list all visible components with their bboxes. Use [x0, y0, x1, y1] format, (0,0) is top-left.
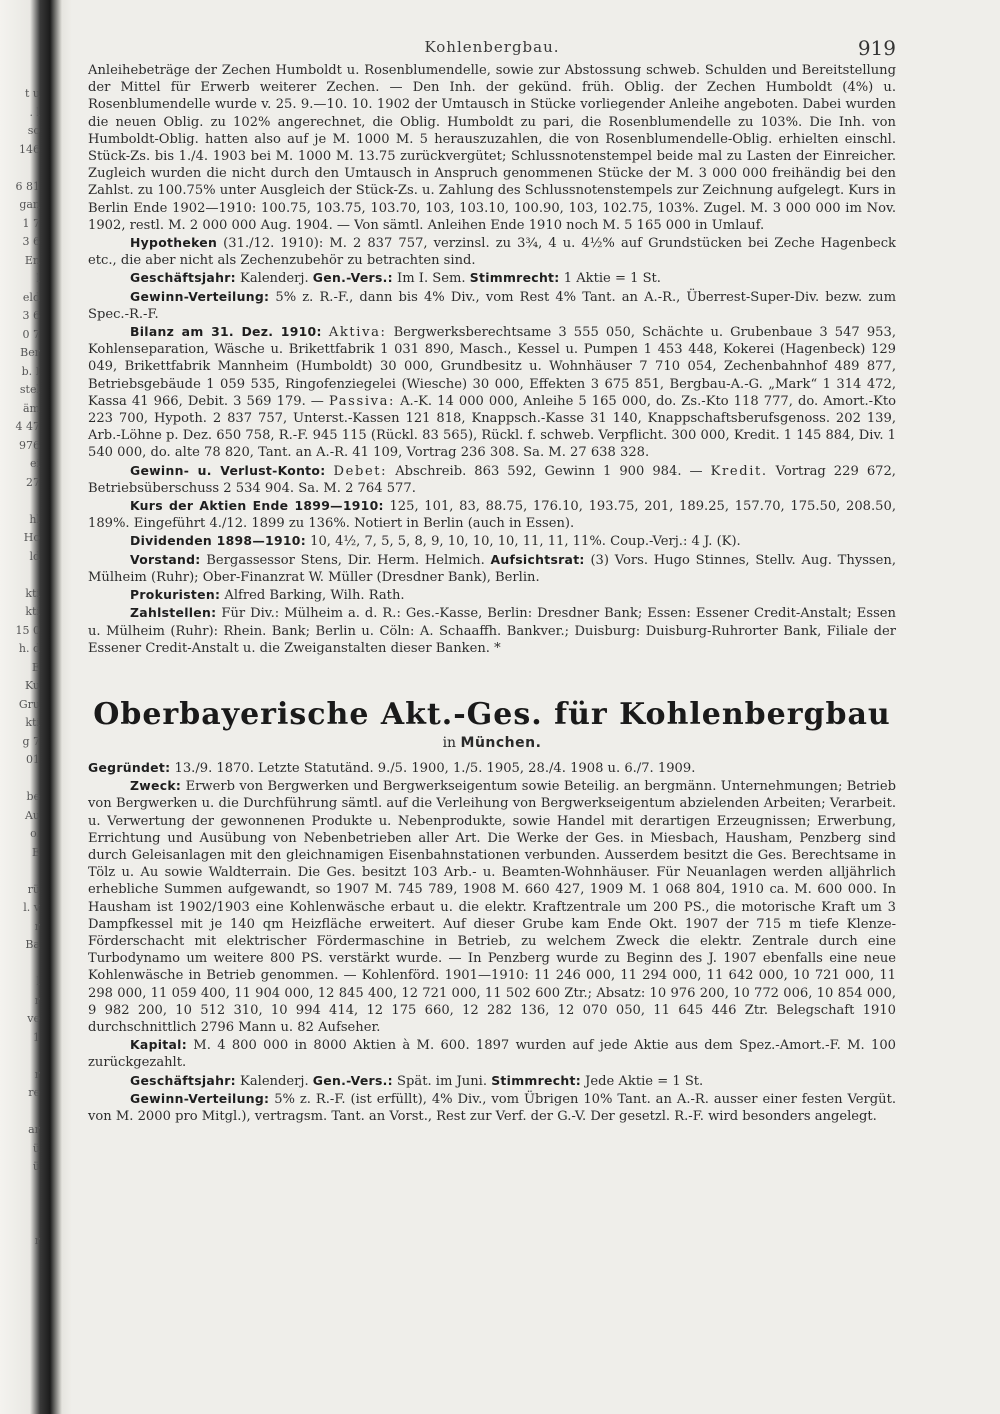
facing-page-fragment: . l: [29, 105, 40, 119]
gewinnverteilung-paragraph: Gewinn-Verteilung: 5% z. R.-F., dann bis 4% Div., vom Rest 4% Tant. an A.-R., Überrest-Super-Div. bezw. zum Spec.-R.-F.: [88, 288, 896, 322]
page-header: [88, 30, 896, 62]
prokuristen-label: Prokuristen:: [130, 587, 221, 603]
facing-page-fragment: ei: [29, 457, 40, 470]
facing-page-fragment: äm: [23, 401, 40, 415]
facing-page-fragment: [0, 1103, 40, 1122]
hypotheken-paragraph: Hypotheken (31./12. 1910): M. 2 837 757, verzinsl. zu 3¾, 4 u. 4½% auf Grundstücken bei Zeche Hagenbeck etc., die aber nicht als Zechenzubehör zu betrachten sind.: [88, 235, 896, 269]
facing-page-fragment: 27: [26, 475, 40, 489]
vorstand-label: Vorstand:: [130, 551, 201, 567]
facing-page-fragment: ü: [32, 1160, 40, 1173]
entry-oberbayerische: [88, 759, 896, 1125]
aktiva-label: Aktiva:: [328, 325, 387, 341]
facing-page-fragment: 3 6: [22, 309, 40, 322]
facing-page-fragment: l. v: [23, 901, 40, 914]
facing-page-fragment: Au: [24, 808, 40, 822]
facing-page-fragment: hl: [29, 512, 40, 526]
facing-page-fragment: [0, 1214, 40, 1233]
debet-label: Debet:: [333, 463, 388, 479]
kapital-label: Kapital:: [130, 1037, 187, 1053]
facing-page-fragment: 146: [19, 142, 40, 156]
facing-page-fragment: re: [28, 1086, 40, 1099]
entry-kohlenbergbau-continued: [88, 62, 896, 657]
hypotheken-label: Hypotheken: [130, 235, 218, 251]
geschaeftsjahr2-paragraph: Geschäftsjahr: Kalenderj. Gen.-Vers.: Spät. im Juni. Stimmrecht: Jede Aktie = 1 St.: [130, 1072, 704, 1089]
facing-page-fragment: kti: [25, 716, 40, 729]
geschaeftsjahr-label: Geschäftsjahr:: [130, 270, 236, 286]
facing-page-fragment: l: [36, 272, 40, 285]
page-number: 919: [857, 36, 896, 60]
facing-page-fragment: eld: [22, 290, 40, 304]
facing-page-fragment: 4 47: [15, 420, 40, 433]
zahlstellen-label: Zahlstellen:: [130, 605, 217, 621]
stimmrecht2-label: Stimmrecht:: [491, 1072, 581, 1088]
facing-page-fragment: kti: [25, 586, 40, 600]
kurs-label: Kurs der Aktien Ende 1899—1910:: [130, 498, 384, 514]
facing-page-fragment: [0, 862, 40, 881]
facing-page-fragment: 6 81: [15, 179, 40, 193]
facing-page-fragment: o.: [30, 827, 40, 840]
facing-page-fragment: r: [34, 993, 40, 1007]
facing-page-fragment: Ba: [25, 938, 40, 951]
facing-page-fragment: [0, 1047, 40, 1066]
zweck-paragraph: Zweck: Erwerb von Bergwerken und Bergwerkseigentum sowie Beteilig. an bergmänn. Unternehmungen; Betrieb von Bergwerken u. die Durchführung sämtl. auf die Verleihung von Bergwerkseigentum abzielenden Arbeiten; Verarbeit. u. Verwertung der gewonnenen Produkte u. Nebenprodukte, sowie Handel mit derartigen Erzeugnissen; Erwerbung, Errichtung und Ausübung von Nebenbetrieben aller Art. Die Werke der Ges. in Miesbach, Hausham, Penzberg sind durch Geleisanlagen mit den gleichnamigen Eisenbahnstationen verbunden. Ausserdem besitzt die Ges. Berechtsame in Tölz u. Au sowie Waldterrain. Die Ges. besitzt 103 Arb.- u. Beamten-Wohnhäuser. Für Neuanlagen werden alljährlich erhebliche Summen aufgewandt, so 1907 M. 745 789, 1908 M. 660 427, 1909 M. 1 068 804, 1910 ca. M. 600 000. In Hausham ist 1902/1903 eine Kohlenwäsche erbaut u. die elektr. Kraftzentrale um 200 PS., die motorische Kraft um 3 Dampfkessel mit je 140 qm Heizfläche erweitert. Auf dieser Grube kam Ende Okt. 1907 der 715 m tiefe Klenze-Förderschacht mit elektrischer Fördermaschine in Betrieb, zu welchem Zweck die elektr. Zentrale durch eine Turbodynamo um weitere 800 PS. verstärkt wurde. — In Penzberg wurde zu Beginn des J. 1907 ebenfalls eine neue Kohlenwäsche in Betrieb genommen. — Kohlenförd. 1901—1910: 11 246 000, 11 294 000, 11 642 000, 10 721 000, 11 298 000, 11 059 400, 11 904 000, 12 845 400, 12 721 000, 11 502 600 Ztr.; Absatz: 10 976 200, 10 772 006, 10 854 000, 9 982 200, 10 512 310, 10 994 414, 12 175 660, 12 282 136, 12 070 050, 11 645 446 Ztr. Belegschaft 1910 durchschnittlich 2796 Mann u. 82 Aufseher.: [88, 778, 896, 1035]
facing-page-fragment: [0, 566, 40, 585]
running-head: Kohlenbergbau.: [424, 38, 560, 56]
zweck-label: Zweck:: [130, 778, 182, 794]
facing-page-fragment: 01: [26, 753, 40, 766]
gegruendet-paragraph: Gegründet: 13./9. 1870. Letzte Statutänd. 9./5. 1900, 1./5. 1905, 28./4. 1908 u. 6./7. 1909.: [88, 759, 696, 776]
facing-page-fragment: r: [34, 919, 40, 933]
facing-page-fragment: ve: [27, 1012, 40, 1025]
gewinnverteilung-label: Gewinn-Verteilung:: [130, 288, 270, 304]
geschaeftsjahr-paragraph: Geschäftsjahr: Kalenderj. Gen.-Vers.: Im I. Sem. Stimmrecht: 1 Aktie = 1 St.: [130, 270, 661, 287]
facing-page-fragment: ld: [29, 549, 40, 563]
company-city: München.: [460, 734, 542, 751]
vorstand-paragraph: Vorstand: Bergassessor Stens, Dir. Herm. Helmich. Aufsichtsrat: (3) Vors. Hugo Stinnes, Stellv. Aug. Thyssen, Mülheim (Ruhr); Ober-Finanzrat W. Müller (Dresdner Bank), Berlin.: [88, 551, 896, 585]
geschaeftsjahr2-label: Geschäftsjahr:: [130, 1072, 236, 1088]
facing-page-fragment: l: [36, 975, 40, 988]
stimmrecht-label: Stimmrecht:: [469, 270, 560, 286]
facing-page-fragment: g 7: [22, 734, 40, 748]
facing-page-fragment: Ho: [23, 531, 40, 544]
facing-page-fragment: 3 6: [22, 235, 40, 248]
facing-page-fragment: 15 0: [15, 623, 40, 637]
prokuristen-paragraph: Prokuristen: Alfred Barking, Wilh. Rath.: [130, 587, 405, 604]
facing-page-fragment: [0, 159, 40, 178]
facing-page-fragment: Gru: [18, 697, 40, 711]
dividenden-label: Dividenden 1898—1910:: [130, 533, 306, 549]
genvers-label: Gen.-Vers.:: [312, 270, 393, 286]
bilanz-paragraph: Bilanz am 31. Dez. 1910: Aktiva: Bergwerksberechtsame 3 555 050, Schächte u. Grubenbaue 3 547 953, Kohlenseparation, Wäsche u. Brikettfabrik 1 031 890, Masch., Kessel u. Pumpen 1 453 448, Kokerei (Hagenbeck) 129 049, Brikettfabrik Mannheim (Humboldt) 30 000, Grundbesitz u. Wohnhäuser 7 710 054, Zechenbahnhof 489 877, Betriebsgebäude 1 059 535, Ringofenziegelei (Wiesche) 30 000, Effekten 3 675 851, Bergbau-A.-G. „Mark“ 1 314 472, Kassa 41 966, Debit. 3 569 179. — Passiva: A.-K. 14 000 000, Anleihe 5 165 000, do. Zs.-Kto 118 777, do. Amort.-Kto 223 700, Hypoth. 2 837 757, Unterst.-Kassen 121 818, Knappsch.-Kasse 31 140, Knappschaftsberufsgenoss. 202 139, Arb.-Löhne p. Dez. 650 758, R.-F. 945 115 (Rückl. 83 565), Rückl. f. schweb. Verpflicht. 300 000, Kredit. 1 145 884, Div. 1 540 000, do. alte 78 820, Tant. an A.-R. 41 109, Vortrag 236 308. Sa. M. 27 638 328.: [88, 324, 896, 461]
gewinnverteilung2-label: Gewinn-Verteilung:: [130, 1090, 270, 1106]
company-title: Oberbayerische Akt.-Ges. für Kohlenbergbau: [93, 696, 891, 732]
kurs-paragraph: Kurs der Aktien Ende 1899—1910: 125, 101, 83, 88.75, 176.10, 193.75, 201, 189.25, 157.70, 175.50, 208.50, 189%. Eingeführt 4./12. 1899 zu 136%. Notiert in Berlin (auch in Essen).: [88, 498, 896, 532]
facing-page-fragment: kti: [25, 605, 40, 618]
company-location: in München.: [442, 734, 542, 751]
facing-page-fragment: [0, 770, 40, 789]
gegruendet-label: Gegründet:: [88, 759, 171, 775]
facing-page-fragment: be: [26, 790, 40, 803]
facing-page-fragment: t u: [24, 87, 40, 100]
facing-page-fragment: so: [27, 124, 40, 137]
facing-page-fragment: gan: [19, 198, 40, 211]
facing-page-fragments: [0, 85, 40, 1269]
facing-page-fragment: Ku: [24, 679, 40, 692]
facing-page-fragment: [0, 955, 40, 974]
facing-page-fragment: [0, 1177, 40, 1196]
facing-page-fragment: [0, 492, 40, 511]
guv-label: Gewinn- u. Verlust-Konto:: [130, 462, 326, 478]
facing-page-fragment: r: [34, 1067, 40, 1081]
zahlstellen-paragraph: Zahlstellen: Für Div.: Mülheim a. d. R.: Ges.-Kasse, Berlin: Dresdner Bank; Essen: Essener Credit-Anstalt; Essen u. Mülheim (Ruhr): Rhein. Bank; Berlin u. Cöln: A. Schaaffh. Bankver.; Duisburg: Duisburg-Ruhrorter Bank, Filiale der Essener Credit-Anstalt u. die Zweiganstalten dieser Banken. *: [88, 605, 896, 656]
facing-page-fragment: E: [31, 660, 40, 674]
kredit-label: Kredit.: [710, 463, 768, 479]
facing-page-fragment: [0, 1195, 40, 1214]
facing-page-fragment: [0, 1251, 40, 1270]
guv-paragraph: Gewinn- u. Verlust-Konto: Debet: Abschreib. 863 592, Gewinn 1 900 984. — Kredit. Vortrag 229 672, Betriebsüberschuss 2 534 904. Sa. M. 2 764 577.: [88, 462, 896, 496]
dividenden-paragraph: Dividenden 1898—1910: 10, 4½, 7, 5, 5, 8, 9, 10, 10, 10, 11, 11, 11%. Coup.-Verj.: 4 J. (K).: [130, 533, 741, 550]
facing-page-fragment: E: [31, 845, 40, 859]
gewinnverteilung2-paragraph: Gewinn-Verteilung: 5% z. R.-F. (ist erfüllt), 4% Div., vom Übrigen 10% Tant. an A.-R. ausser einer festen Vergüt. von M. 2000 pro Mitgl.), vertragsm. Tant. an Vorst., Rest zur Verf. der G.-V. Der gesetzl. R.-F. wird besonders angelegt.: [88, 1090, 896, 1124]
facing-page-fragment: Ber: [20, 346, 40, 359]
aufsichtsrat-label: Aufsichtsrat:: [490, 551, 585, 567]
bilanz-label: Bilanz am 31. Dez. 1910:: [130, 324, 322, 340]
kapital-paragraph: Kapital: M. 4 800 000 in 8000 Aktien à M. 600. 1897 wurden auf jede Aktie aus dem Spez.-Amort.-F. M. 100 zurückgezahlt.: [88, 1037, 896, 1071]
facing-page-fragment: 1 7: [22, 216, 40, 230]
anleihe-paragraph: Anleihebeträge der Zechen Humboldt u. Rosenblumendelle, sowie zur Abstossung schweb. Schulden und Bereitstellung der Mittel für Erwerb weiterer Zechen. — Den Inh. der gekünd. früh. Oblig. der Zechen Humboldt (4%) u. Rosenblumendelle wurde v. 25. 9.—10. 10. 1902 der Umtausch in Stücke vorliegender Anleihe angeboten. Dabei wurden die neuen Oblig. zu 102% angerechnet, die Oblig. Humboldt zu pari, die Rosenblumendelle zu 103%. Die Inh. von Humboldt-Oblig. hatten also auf je M. 1000 M. 5 herauszuzahlen, die von Rosenblumendelle-Oblig. erhielten einschl. Stück-Zs. bis 1./4. 1903 bei M. 1000 M. 13.75 zurückvergütet; Schlussnotenstempel beide mal zu Lasten der Einreicher. Zugleich wurden die nicht durch den Umtausch in Anspruch genommenen Stücke der M. 3 000 000 freihändig bei den Zahlst. zu 100.75% unter Ausgleich der Stück-Zs. u. Zahlung des Schlussnotenstempels zur Zeichnung aufgelegt. Kurs in Berlin Ende 1902—1910: 100.75, 103.75, 103.70, 103, 103.10, 100.90, 103, 102.75, 103%. Zugel. M. 3 000 000 im Nov. 1902, restl. M. 2 000 000 Aug. 1904. — Von sämtl. Anleihen Ende 1910 noch M. 5 165 000 in Umlauf.: [88, 63, 896, 233]
facing-page-fragment: 1: [33, 1030, 40, 1044]
facing-page-fragment: stel: [19, 383, 40, 396]
document-page: [88, 30, 896, 1125]
facing-page-fragment: rü: [27, 882, 40, 896]
facing-page-fragment: En: [24, 253, 40, 267]
facing-page-fragment: h. d: [18, 642, 40, 655]
facing-page-fragment: ü: [32, 1141, 40, 1155]
facing-page-fragment: b. I: [21, 364, 40, 378]
genvers2-label: Gen.-Vers.:: [312, 1072, 393, 1088]
facing-page-fragment: ar: [28, 1123, 40, 1136]
passiva-label: Passiva:: [328, 393, 396, 409]
facing-page-fragment: r: [34, 1234, 40, 1247]
facing-page-fragment: 976: [19, 438, 40, 452]
facing-page-fragment: 0 7: [22, 327, 40, 341]
